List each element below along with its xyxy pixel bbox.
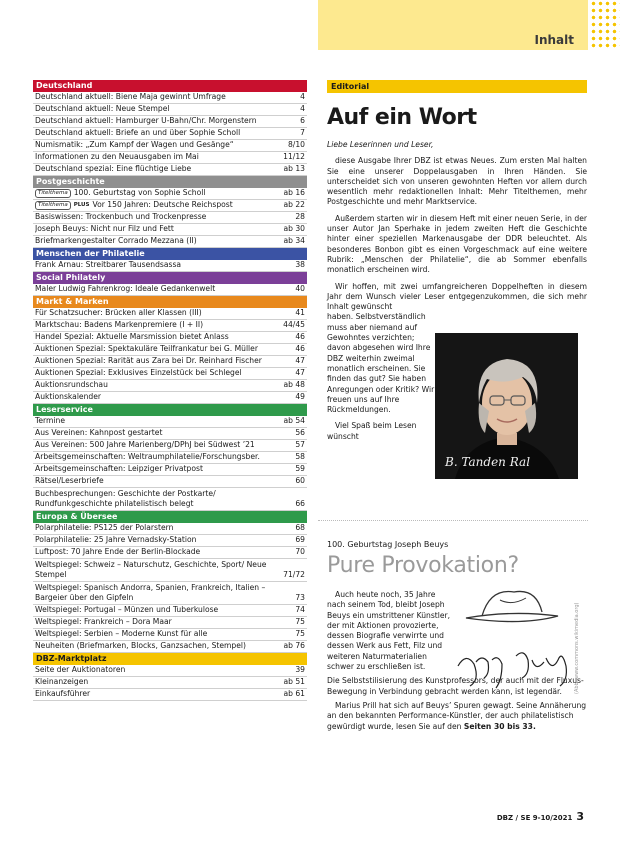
toc-entry[interactable] [33,164,307,176]
toc-entry[interactable] [33,535,307,547]
toc-entry-text: Basiswissen: Trockenbuch und Trockenpresse [35,212,207,221]
toc-section-header: Leserservice [33,404,307,416]
toc-entry[interactable] [33,368,307,380]
toc-entry-title [35,489,291,509]
toc-entry-title [35,284,291,294]
toc-entry[interactable] [33,140,307,152]
editor-portrait [435,333,578,479]
toc-entry[interactable] [33,188,307,200]
toc-entry-page: 8/10 [287,140,305,149]
toc-entry[interactable] [33,629,307,641]
toc-entry-title [35,356,291,366]
toc-entry-page: 66 [295,499,305,508]
editorial-paragraph: diese Ausgabe Ihrer DBZ ist etwas Neues. Zum ersten Mal halten Sie eine unserer Doppelausgaben in Ihren Händen. Sie unterscheidet sich von unseren gewohnten Heften vor allem durch wesentlich mehr redaktionellen Inhalt: Mehr Titelthemen, mehr Postgeschichte und mehr Marktservice. [327,156,587,207]
plus-badge: PLUS [73,202,90,208]
toc-entry-page: 59 [295,464,305,473]
toc-entry[interactable] [33,104,307,116]
toc-entry-text: Arbeitsgemeinschaften: Leipziger Privatpost [35,464,203,473]
toc-entry[interactable] [33,380,307,392]
beuys-paragraph: Auch heute noch, 35 Jahre nach seinem Tod, bleibt Joseph Beuys ein umstrittener Künstler, der mit Aktionen provozierte, dessen Biografie verwirrte und dessen Werk aus Fett, Filz und weiteren Naturmaterialien schwer zu erschließen ist. [327,590,451,672]
toc-entry-page: 40 [295,284,305,293]
toc-entry[interactable] [33,641,307,653]
beuys-paragraph [327,701,589,732]
toc-entry-text: Seite der Auktionatoren [35,665,126,674]
toc-entry[interactable] [33,428,307,440]
editor-signature: B. Tanden Ral [445,455,531,469]
toc-entry-page: 71/72 [283,570,305,579]
toc-entry-title [35,605,291,615]
toc-entry[interactable] [33,320,307,332]
toc-entry-title [35,164,279,174]
toc-entry-title [35,104,296,114]
toc-entry-page: ab 54 [283,416,305,425]
toc-entry[interactable] [33,212,307,224]
toc-entry-text: Buchbesprechungen: Geschichte der Postkarte/ Rundfunkgeschichte philatelistisch belegt [35,489,216,508]
toc-entry-title [35,523,291,533]
toc-entry-page: 46 [295,344,305,353]
toc-entry-page: ab 16 [283,188,305,197]
editorial-paragraph: Außerdem starten wir in diesem Heft mit einer neuen Serie, in der unser Autor Jan Sperhake in jedem zweiten Heft die Geschichte hinter einer speziellen Markenausgabe der DDR beleuchtet. Als besonderes Bonbon gibt es einen Vorgeschmack auf eine weitere Rubrik: „Menschen der Philatelie“, die ab Sommer ebenfalls monatlich erscheinen wird. [327,213,587,275]
image-credit: (Abb: www.commons.wikimedia.org) [574,602,580,694]
toc-entry-text: Polarphilatelie: 25 Jahre Vernadsky-Station [35,535,197,544]
header-tab [318,0,588,50]
toc-entry-text: Deutschland aktuell: Hamburger U-Bahn/Chr. Morgenstern [35,116,257,125]
toc-entry-text: Rätsel/Leserbriefe [35,476,104,485]
toc-entry-page: 4 [300,92,305,101]
toc-entry-text: Deutschland spezial: Eine flüchtige Liebe [35,164,192,173]
toc-entry[interactable] [33,236,307,248]
toc-entry-title [35,535,291,545]
toc-entry[interactable] [33,547,307,559]
toc-entry-page: 44/45 [283,320,305,329]
toc-entry-page: 6 [300,116,305,125]
toc-entry-title [35,392,291,402]
toc-entry-text: Vor 150 Jahren: Deutsche Reichspost [92,200,233,209]
toc-entry-page: ab 30 [283,224,305,233]
toc-entry-title [35,665,291,675]
page-footer [497,810,584,823]
toc-section-header: Markt & Marken [33,296,307,308]
editorial-closing: Viel Spaß beim Lesen wünscht [327,421,417,441]
toc-entry-page: 74 [295,605,305,614]
toc-entry-text: 100. Geburtstag von Sophie Scholl [73,188,206,197]
toc-entry-title [35,332,291,342]
toc-entry-text: Neuheiten (Briefmarken, Blocks, Ganzsachen, Stempel) [35,641,246,650]
toc-entry[interactable] [33,559,307,582]
editorial-tag: Editorial [327,80,587,93]
toc-entry[interactable] [33,152,307,164]
toc-entry-title [35,224,279,234]
toc-entry-text: Auktionen Spezial: Exklusives Einzelstück bei Schlegel [35,368,242,377]
toc-entry-text: Auktionen Spezial: Rarität aus Zara bei Dr. Reinhard Fischer [35,356,262,365]
toc-entry[interactable] [33,605,307,617]
toc-entry-text: Joseph Beuys: Nicht nur Filz und Fett [35,224,174,233]
toc-entry-title [35,476,291,486]
toc-entry-text: Auktionskalender [35,392,102,401]
toc-entry-text: Deutschland aktuell: Biene Maja gewinnt Umfrage [35,92,226,101]
toc-entry-title [35,547,291,557]
toc-entry-title [35,212,291,222]
toc-entry-title [35,152,279,162]
toc-section-header: Europa & Übersee [33,511,307,523]
toc-entry-title [35,308,291,318]
toc-entry-page: ab 22 [283,200,305,209]
toc-entry[interactable] [33,689,307,701]
toc-entry-page: 38 [295,260,305,269]
editorial-paragraph: Wir hoffen, mit zwei umfangreicheren Doppelheften in diesem Jahr dem Wunsch vieler Leser entgegenzukommen, die sich mehr Inhalt gewünscht [327,281,587,312]
toc-entry-title [35,464,291,474]
toc-entry-title [35,368,291,378]
editorial-paragraph: haben. Selbstverständlich muss aber niemand auf Gewohntes verzichten; davon abgesehen wird Ihre DBZ weiterhin zweimal monatlich erscheinen. Sie finden das gut? Sie haben Anregungen oder Kritik? Wir freuen uns auf Ihre Rückmeldungen. [327,312,435,415]
toc-entry-title [35,677,279,687]
toc-entry-text: Aus Vereinen: 500 Jahre Marienberg/DPhJ bei Südwest ’21 [35,440,255,449]
toc-entry-page: 47 [295,356,305,365]
toc-entry-text: Luftpost: 70 Jahre Ende der Berlin-Blockade [35,547,201,556]
titelthema-badge: Titelthema [35,201,71,210]
toc-entry[interactable] [33,392,307,404]
toc-entry-page: ab 34 [283,236,305,245]
toc-entry-title [35,560,279,580]
toc-section-header: Postgeschichte [33,176,307,188]
toc-entry-page: 57 [295,440,305,449]
toc-entry-title [35,629,291,639]
toc-entry[interactable] [33,260,307,272]
toc-entry-text: Weltspiegel: Serbien – Moderne Kunst für alle [35,629,208,638]
toc-entry[interactable] [33,284,307,296]
toc-entry-page: 7 [300,128,305,137]
toc-entry-text: Einkaufsführer [35,689,91,698]
toc-entry-title [35,428,291,438]
toc-entry-page: ab 13 [283,164,305,173]
toc-entry[interactable] [33,200,307,212]
toc-entry-title [35,641,279,651]
toc-entry-page: 28 [295,212,305,221]
toc-entry-page: 69 [295,535,305,544]
beuys-title: Pure Provokation? [327,553,519,578]
toc-entry-title [35,440,291,450]
toc-entry-page: 60 [295,476,305,485]
toc-entry[interactable] [33,224,307,236]
toc-entry-title [35,128,296,138]
toc-entry-page: ab 51 [283,677,305,686]
toc-entry[interactable] [33,92,307,104]
toc-entry-text: Marktschau: Badens Markenpremiere (I + II) [35,320,204,329]
toc-entry[interactable] [33,464,307,476]
toc-entry-text: Informationen zu den Neuausgaben im Mai [35,152,199,161]
toc-entry-title [35,320,279,330]
toc-entry-title [35,92,296,102]
beuys-hat-signature-drawing [452,582,578,698]
toc-entry[interactable] [33,665,307,677]
toc-entry-text: Auktionen Spezial: Spektakuläre Teilfrankatur bei G. Müller [35,344,258,353]
toc-entry-page: 39 [295,665,305,674]
editorial-title: Auf ein Wort [327,105,477,130]
toc-entry[interactable] [33,416,307,428]
toc-entry-text: Weltspiegel: Frankreich – Dora Maar [35,617,172,626]
editorial-salutation: Liebe Leserinnen und Leser, [327,140,434,149]
issue-label: DBZ / SE 9-10/2021 [496,814,573,822]
toc-entry[interactable] [33,356,307,368]
toc-entry-text: Polarphilatelie: PS125 der Polarstern [35,523,174,532]
toc-entry[interactable] [33,523,307,535]
toc-entry-page: 73 [295,593,305,602]
toc-entry-text: Weltspiegel: Spanisch Andorra, Spanien, Frankreich, Italien – Bargeier über den Gipfeln [35,583,266,602]
toc-entry-page: ab 61 [283,689,305,698]
toc-entry-text: Arbeitsgemeinschaften: Weltraumphilatelie/Forschungsber. [35,452,260,461]
toc-entry-page: 49 [295,392,305,401]
toc-entry-title [35,236,279,246]
toc-entry[interactable] [33,440,307,452]
toc-entry-page: 68 [295,523,305,532]
toc-entry[interactable] [33,488,307,511]
toc-entry-page: 4 [300,104,305,113]
table-of-contents [33,80,307,701]
toc-entry-title [35,116,296,126]
toc-entry-text: Deutschland aktuell: Briefe an und über Sophie Scholl [35,128,241,137]
toc-entry-title [35,344,291,354]
toc-entry-text: Frank Arnau: Streitbarer Tausendsassa [35,260,182,269]
toc-section-header: DBZ-Marktplatz [33,653,307,665]
toc-entry-page: 75 [295,617,305,626]
toc-entry-text: Maler Ludwig Fahrenkrog: Ideale Gedankenwelt [35,284,216,293]
toc-entry-title [35,260,291,270]
toc-entry-title [35,200,279,210]
dot-pattern-decoration [590,0,620,50]
toc-entry-text: Termine [35,416,65,425]
toc-entry[interactable] [33,582,307,605]
toc-entry-title [35,617,291,627]
toc-entry-text: Für Schatzsucher: Brücken aller Klassen (III) [35,308,202,317]
toc-entry-title [35,583,291,603]
beuys-page-reference: Seiten 30 bis 33. [463,721,536,731]
toc-entry-title [35,452,291,462]
toc-entry-page: 58 [295,452,305,461]
toc-entry[interactable] [33,332,307,344]
toc-entry-text: Numismatik: „Zum Kampf der Wagen und Gesänge“ [35,140,234,149]
toc-entry-text: Weltspiegel: Schweiz – Naturschutz, Geschichte, Sport/ Neue Stempel [35,560,267,579]
header-label: Inhalt [534,33,574,47]
toc-section-header: Social Philately [33,272,307,284]
toc-entry[interactable] [33,452,307,464]
toc-entry-page: 75 [295,629,305,638]
toc-entry[interactable] [33,308,307,320]
toc-entry-page: ab 76 [283,641,305,650]
toc-entry-text: Briefmarkengestalter Corrado Mezzana (II) [35,236,197,245]
toc-entry-page: ab 48 [283,380,305,389]
beuys-paragraph-text: Marius Prill hat sich auf Beuys’ Spuren gewagt. Seine Annäherung an den bekannten Performance-Künstler, der auch philatelistisch gewürdigt wurde, lesen Sie auf den [327,700,587,731]
toc-entry-title [35,689,279,699]
toc-entry[interactable] [33,617,307,629]
toc-entry-text: Deutschland aktuell: Neue Stempel [35,104,170,113]
toc-entry-title [35,380,279,390]
toc-entry-text: Aus Vereinen: Kahnpost gestartet [35,428,163,437]
toc-entry[interactable] [33,476,307,488]
toc-entry-page: 11/12 [283,152,305,161]
toc-entry[interactable] [33,344,307,356]
toc-entry-title [35,416,279,426]
toc-entry[interactable] [33,677,307,689]
toc-entry-text: Weltspiegel: Portugal – Münzen und Tuberkulose [35,605,219,614]
beuys-kicker: 100. Geburtstag Joseph Beuys [327,540,449,549]
toc-entry-page: 56 [295,428,305,437]
beuys-paragraph: Die Selbststilisierung des Kunstprofessors, der auch mit der Fluxus-Bewegung in Verbindung gebracht werden kann, ist legendär. [327,676,584,696]
toc-entry-text: Auktionsrundschau [35,380,108,389]
toc-entry-page: 70 [295,547,305,556]
toc-entry-text: Kleinanzeigen [35,677,89,686]
page-number: 3 [576,810,584,823]
toc-section-header: Menschen der Philatelie [33,248,307,260]
toc-section-header: Deutschland [33,80,307,92]
toc-entry[interactable] [33,116,307,128]
toc-entry-text: Handel Spezial: Aktuelle Marsmission bietet Anlass [35,332,229,341]
titelthema-badge: Titelthema [35,189,71,198]
toc-entry-page: 46 [295,332,305,341]
toc-entry[interactable] [33,128,307,140]
toc-entry-title [35,188,279,198]
toc-entry-title [35,140,284,150]
section-divider [318,520,588,521]
toc-entry-page: 47 [295,368,305,377]
toc-entry-page: 41 [295,308,305,317]
